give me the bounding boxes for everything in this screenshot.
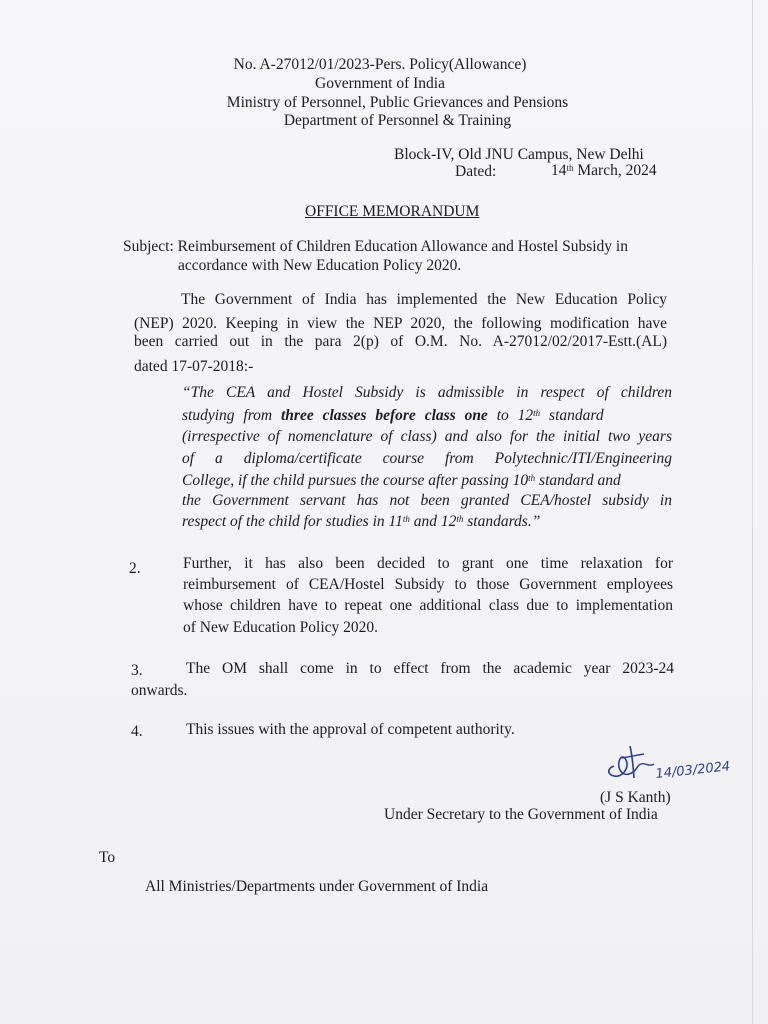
para2-line-2: reimbursement of CEA/Hostel Subsidy to those Government employees <box>183 576 673 593</box>
para4-line-1: This issues with the approval of competent authority. <box>186 721 515 738</box>
para3-number: 3. <box>131 662 143 679</box>
file-number: No. A-27012/01/2023-Pers. Policy(Allowance) <box>233 56 527 73</box>
para4-number: 4. <box>131 723 143 740</box>
memo-date: 14th March, 2024 <box>551 162 657 179</box>
signatory-designation: Under Secretary to the Government of India <box>384 806 658 823</box>
department-heading: Department of Personnel & Training <box>283 112 512 129</box>
memo-title: OFFICE MEMORANDUM <box>305 203 480 220</box>
para1-line-4: dated 17-07-2018:- <box>134 358 254 375</box>
quote-line-6: the Government servant has not been granted CEA/hostel subsidy in <box>182 492 672 509</box>
para2-line-3: whose children have to repeat one additional class due to implementation <box>183 597 673 614</box>
subject-line-1: Subject: Reimbursement of Children Education Allowance and Hostel Subsidy in <box>123 238 628 255</box>
para1-line-2: (NEP) 2020. Keeping in view the NEP 2020, the following modification have <box>134 315 667 332</box>
quote-line-7: respect of the child for studies in 11th and 12th standards.” <box>182 513 541 530</box>
handwritten-signature <box>600 738 740 788</box>
government-heading: Government of India <box>315 75 445 92</box>
para1-line-1: The Government of India has implemented the New Education Policy <box>181 291 667 308</box>
page-edge <box>752 0 753 1024</box>
quote-line-4: of a diploma/certificate course from Polytechnic/ITI/Engineering <box>182 450 672 467</box>
to-label: To <box>99 849 116 866</box>
quote-line-1: “The CEA and Hostel Subsidy is admissible in respect of children <box>182 384 672 401</box>
office-address: Block-IV, Old JNU Campus, New Delhi <box>394 146 644 163</box>
quote-line-3: (irrespective of nomenclature of class) and also for the initial two years <box>182 428 672 445</box>
signatory-name: (J S Kanth) <box>600 789 671 806</box>
subject-line-2: accordance with New Education Policy 2020. <box>178 257 462 274</box>
date-label: Dated: <box>455 163 497 180</box>
quote-line-2: studying from three classes before class one to 12th standard <box>182 407 604 424</box>
ministry-heading: Ministry of Personnel, Public Grievances and Pensions <box>226 94 569 111</box>
para3-line-2: onwards. <box>131 682 188 699</box>
quote-line-5: College, if the child pursues the course after passing 10th standard and <box>182 472 621 489</box>
signature-date: 14/03/2024 <box>654 759 731 782</box>
para2-number: 2. <box>129 560 141 577</box>
para1-line-3: been carried out in the para 2(p) of O.M. No. A-27012/02/2017-Estt.(AL) <box>134 333 667 350</box>
para3-line-1: The OM shall come in to effect from the academic year 2023-24 <box>186 660 674 677</box>
recipients: All Ministries/Departments under Government of India <box>145 878 489 895</box>
para2-line-4: of New Education Policy 2020. <box>183 619 379 636</box>
para2-line-1: Further, it has also been decided to grant one time relaxation for <box>183 555 673 572</box>
